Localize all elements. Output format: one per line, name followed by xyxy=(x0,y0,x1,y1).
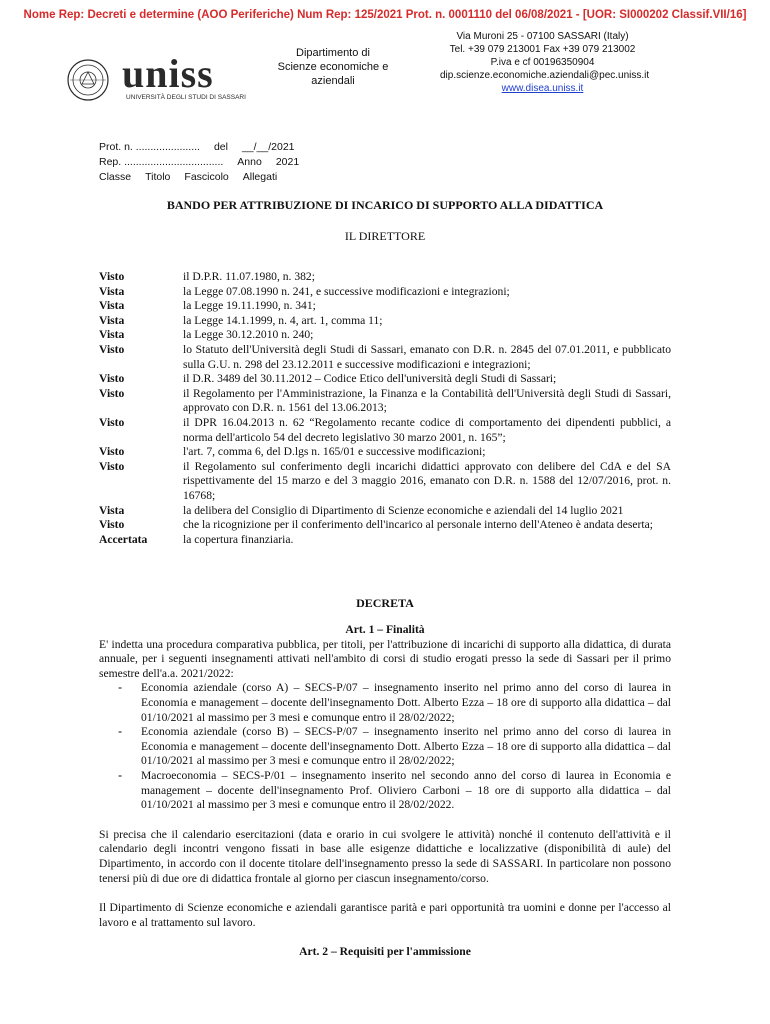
premise-text: che la ricognizione per il conferimento dell'incarico al personale interno dell'Ateneo è andata deserta; xyxy=(183,518,653,532)
premise-label: Accertata xyxy=(99,532,148,546)
premise-text: il Regolamento per l'Amministrazione, la Finanza e la Contabilità dell'Università degli Studi di Sassari, approvato con D.R. n. 1561 del 13.06.2013; xyxy=(183,386,671,415)
premise-row xyxy=(99,518,671,533)
articles-body xyxy=(99,623,671,960)
course-item-text: Economia aziendale (corso B) – SECS-P/07 – insegnamento inserito nel primo anno del corso di laurea in Economia e management – docente dell'insegnamento Dott. Alberto Ezza – 18 ore di supporto alla didattica – dal 01/10/2021 al massimo per 3 mesi e comunque entro il 28/02/2022; xyxy=(141,725,671,768)
bullet-dash: - xyxy=(118,681,122,695)
premise-text: la Legge 19.11.1990, n. 341; xyxy=(183,299,316,313)
premise-row xyxy=(99,416,671,445)
article-1-paragraph-2: Si precisa che il calendario esercitazioni (data e orario in cui svolgere le attività) nonché il contenuto dell'attività e il calendario degli incontri vengono fissati in base alle esigenze didattiche e localizzative (disponibilità di aule) del Dipartimento, in accordo con il docente titolare dell'insegnamento presso la sede di SASSARI. In particolare non possono tenersi più di due ore di didattica frontale al giorno per ciascun insegnamento/corso. xyxy=(99,827,671,885)
premise-row xyxy=(99,372,671,387)
premise-text: la Legge 14.1.1999, n. 4, art. 1, comma 11; xyxy=(183,313,383,327)
attachments-label: Allegati xyxy=(242,171,278,183)
premise-label: Visto xyxy=(99,372,125,386)
pec-email: dip.scienze.economiche.aziendali@pec.uniss.it xyxy=(440,70,650,81)
premise-label: Visto xyxy=(99,459,125,473)
title-label: Titolo xyxy=(145,171,171,183)
vat-number: P.iva e cf 00196350904 xyxy=(490,57,595,68)
article-1-intro: E' indetta una procedura comparativa pubblica, per titoli, per l'attribuzione di incarichi di supporto alla didattica, di durata annuale, per i seguenti insegnamenti attivati nell'ambito di corsi di studio erogati presso la sede di Sassari per il primo semestre dell'a.a. 2021/2022: xyxy=(99,637,671,680)
repertory-number: Rep. .................................. xyxy=(99,156,224,168)
article-2-heading: Art. 2 – Requisiti per l'ammissione xyxy=(299,945,471,959)
document-subtitle: IL DIRETTORE xyxy=(344,229,426,243)
course-item xyxy=(99,681,671,725)
premise-text: la Legge 07.08.1990 n. 241, e successive modificazioni e integrazioni; xyxy=(183,284,510,298)
premise-row xyxy=(99,299,671,314)
premise-text: il DPR 16.04.2013 n. 62 “Regolamento recante codice di comportamento dei dipendenti pubblici, a norma dell'articolo 54 del decreto legislativo 30 marzo 2001, n. 165”; xyxy=(183,415,671,444)
course-item xyxy=(99,769,671,813)
class-label: Classe xyxy=(99,171,132,183)
logo-wordmark: uniss xyxy=(122,51,214,96)
protocol-number: Prot. n. ...................... xyxy=(99,141,200,153)
university-logo xyxy=(66,51,262,108)
premise-row xyxy=(99,314,671,329)
file-label: Fascicolo xyxy=(184,171,229,183)
premise-row xyxy=(99,504,671,519)
course-item-text: Economia aziendale (corso A) – SECS-P/07 – insegnamento inserito nel primo anno del corso di laurea in Economia e management – docente dell'insegnamento Dott. Alberto Ezza – 18 ore di supporto alla didattica – dal 01/10/2021 al massimo per 3 mesi e comunque entro il 28/02/2022; xyxy=(141,681,671,724)
protocol-block xyxy=(99,140,313,185)
premise-label: Visto xyxy=(99,270,125,283)
premise-label: Vista xyxy=(99,299,125,313)
premise-label: Visto xyxy=(99,445,125,459)
premise-row xyxy=(99,387,671,416)
premise-text: la Legge 30.12.2010 n. 240; xyxy=(183,328,314,342)
registry-header: Nome Rep: Decreti e determine (AOO Periferiche) Num Rep: 125/2021 Prot. n. 0001110 del 06/08/2021 - [UOR: SI000202 Classif.VII/16] xyxy=(23,9,747,21)
protocol-row-2 xyxy=(99,155,313,170)
contact-block xyxy=(440,30,650,95)
premise-row xyxy=(99,285,671,300)
website-link[interactable]: www.disea.uniss.it xyxy=(501,83,584,94)
premise-text: la delibera del Consiglio di Dipartimento di Scienze economiche e aziendali del 14 luglio 2021 xyxy=(183,503,624,517)
premise-text: la copertura finanziaria. xyxy=(183,532,294,546)
course-item-text: Macroeconomia – SECS-P/01 – insegnamento inserito nel secondo anno del corso di laurea in Economia e management – docente dell'insegnamento Prof. Oliviero Carboni – 18 ore di supporto alla didattica – dal 01/10/2021 al massimo per 3 mesi e comunque entro il 28/02/2022. xyxy=(141,768,671,812)
article-1-heading: Art. 1 – Finalità xyxy=(345,623,425,636)
department-line-1: Dipartimento di xyxy=(296,47,370,59)
premise-label: Visto xyxy=(99,386,125,400)
premise-label: Vista xyxy=(99,328,125,342)
address: Via Muroni 25 - 07100 SASSARI (Italy) xyxy=(456,31,629,42)
premise-label: Vista xyxy=(99,284,125,298)
premise-row xyxy=(99,328,671,343)
premise-text: il D.P.R. 11.07.1980, n. 382; xyxy=(183,270,315,283)
document-title: BANDO PER ATTRIBUZIONE DI INCARICO DI SUPPORTO ALLA DIDATTICA xyxy=(166,198,604,212)
premise-row xyxy=(99,270,671,285)
protocol-date: __/__/2021 xyxy=(241,141,295,153)
department-line-2: Scienze economiche e aziendali xyxy=(277,61,389,87)
course-list xyxy=(99,681,671,812)
course-item xyxy=(99,725,671,769)
premise-label: Vista xyxy=(99,313,125,327)
premise-text: il Regolamento sul conferimento degli incarichi didattici approvato con delibere del CdA e del SA rispettivamente del 15 marzo e del 3 maggio 2016, emanato con D.R. n. 1588 del 12/07/2016, prot. n. 16768; xyxy=(183,459,671,502)
premise-row xyxy=(99,460,671,504)
premise-row xyxy=(99,533,671,548)
year-value: 2021 xyxy=(275,156,300,168)
year-label: Anno xyxy=(237,156,262,168)
premises-list xyxy=(99,270,671,547)
protocol-del: del xyxy=(213,141,228,153)
protocol-row-3 xyxy=(99,170,313,185)
premise-label: Vista xyxy=(99,503,125,517)
premise-text: l'art. 7, comma 6, del D.lgs n. 165/01 e successive modificazioni; xyxy=(183,445,486,459)
premise-row xyxy=(99,343,671,372)
premise-label: Visto xyxy=(99,415,125,429)
premise-text: lo Statuto dell'Università degli Studi di Sassari, emanato con D.R. n. 2845 del 07.01.2011, e pubblicato sulla G.U. n. 298 del 23.12.2011 e successive modificazioni e integrazioni; xyxy=(183,342,671,371)
department-name xyxy=(263,46,403,88)
bullet-dash: - xyxy=(118,768,122,782)
premise-row xyxy=(99,445,671,460)
phone: Tel. +39 079 213001 Fax +39 079 213002 xyxy=(449,44,636,55)
protocol-row-1 xyxy=(99,140,313,155)
bullet-dash: - xyxy=(118,725,122,739)
logo-subtitle: UNIVERSITÀ DEGLI STUDI DI SASSARI xyxy=(126,94,246,101)
premise-text: il D.R. 3489 del 30.11.2012 – Codice Etico dell'università degli Studi di Sassari; xyxy=(183,372,557,386)
premise-label: Visto xyxy=(99,342,125,356)
premise-label: Visto xyxy=(99,518,125,532)
decreta-heading: DECRETA xyxy=(356,596,414,610)
article-1-paragraph-3: Il Dipartimento di Scienze economiche e aziendali garantisce parità e pari opportunità tra uomini e donne per l'accesso al lavoro e al trattamento sul lavoro. xyxy=(99,901,671,929)
